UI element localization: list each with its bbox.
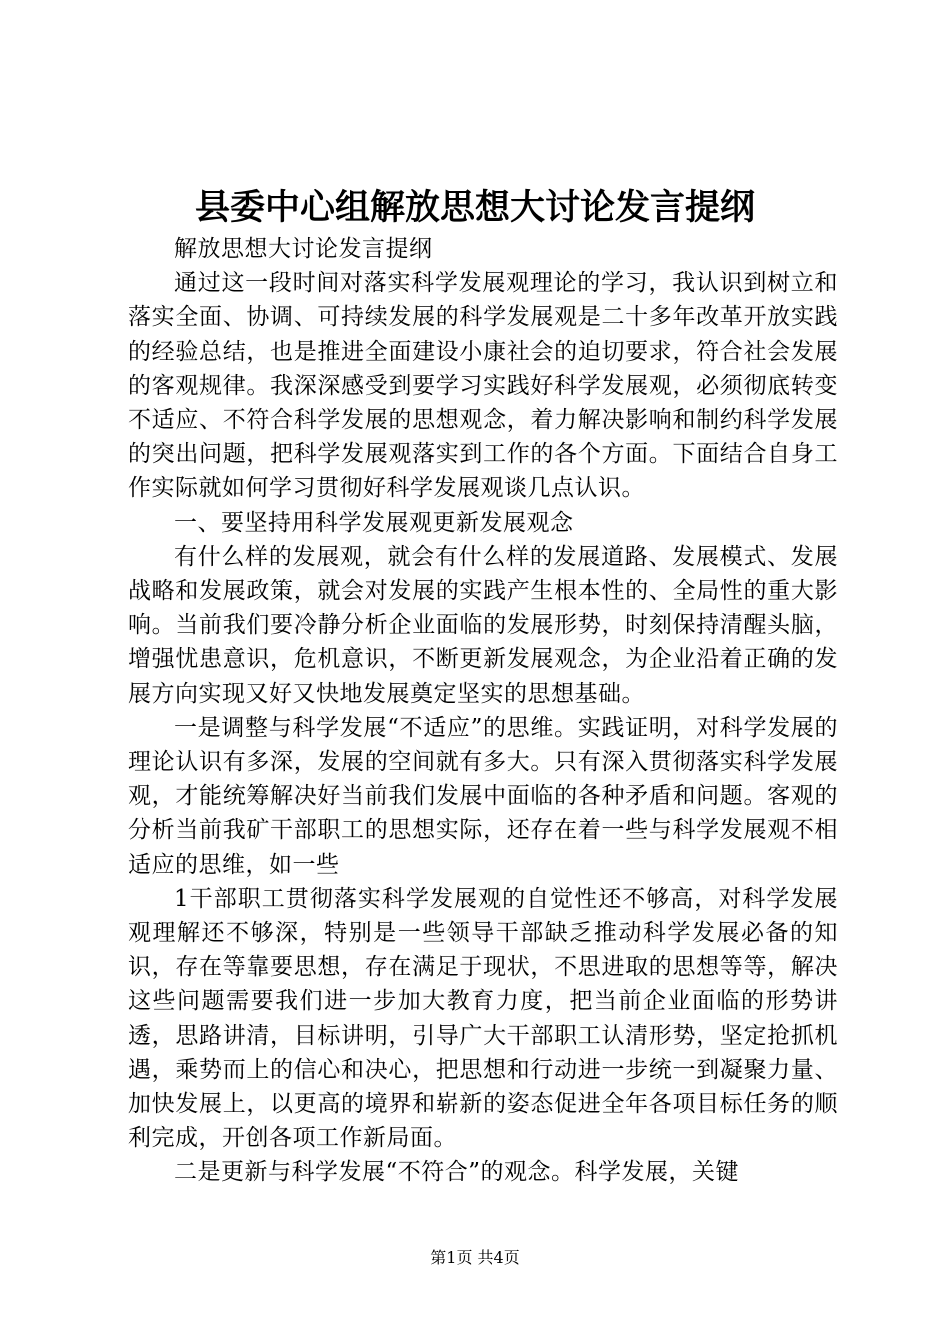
document-title: 县委中心组解放思想大讨论发言提纲 [194,187,755,228]
body-paragraph: 有什么样的发展观，就会有什么样的发展道路、发展模式、发展战略和发展政策，就会对发展的实践产生根本性的、全局性的重大影响。当前我们要冷静分析企业面临的发展形势，时刻保持清醒头脑，增强忧患意识，危机意识，不断更新发展观念，为企业沿着正确的发展方向实现又好又快地发展奠定坚实的思想基础。 [128,543,838,707]
body-paragraph: 一是调整与科学发展“不适应”的思维。实践证明，对科学发展的理论认识有多深，发展的空间就有多大。只有深入贯彻落实科学发展观，才能统筹解决好当前我们发展中面临的各种矛盾和问题。客观的分析当前我矿干部职工的思想实际，还存在着一些与科学发展观不相适应的思维，如一些 [128,714,838,878]
page-number-footer: 第1页 共4页 [430,1248,520,1267]
subtitle-paragraph: 解放思想大讨论发言提纲 [174,236,433,262]
document-body [128,232,838,1190]
body-paragraph: 1干部职工贯彻落实科学发展观的自觉性还不够高，对科学发展观理解还不够深，特别是一些领导干部缺乏推动科学发展必备的知识，存在等靠要思想，存在满足于现状，不思进取的思想等等，解决这些问题需要我们进一步加大教育力度，把当前企业面临的形势讲透，思路讲清，目标讲明，引导广大干部职工认清形势，坚定抢抓机遇，乘势而上的信心和决心，把思想和行动进一步统一到凝聚力量、加快发展上，以更高的境界和崭新的姿态促进全年各项目标任务的顺利完成，开创各项工作新局面。 [128,885,838,1152]
section-heading-1: 一、要坚持用科学发展观更新发展观念 [174,509,574,536]
body-paragraph: 二是更新与科学发展“不符合”的观念。科学发展，关键 [174,1159,740,1186]
intro-paragraph: 通过这一段时间对落实科学发展观理论的学习，我认识到树立和落实全面、协调、可持续发展的科学发展观是二十多年改革开放实践的经验总结，也是推进全面建设小康社会的迫切要求，符合社会发展的客观规律。我深深感受到要学习实践好科学发展观，必须彻底转变不适应、不符合科学发展的思想观念，着力解决影响和制约科学发展的突出问题，把科学发展观落实到工作的各个方面。下面结合自身工作实际就如何学习贯彻好科学发展观谈几点认识。 [128,270,838,502]
